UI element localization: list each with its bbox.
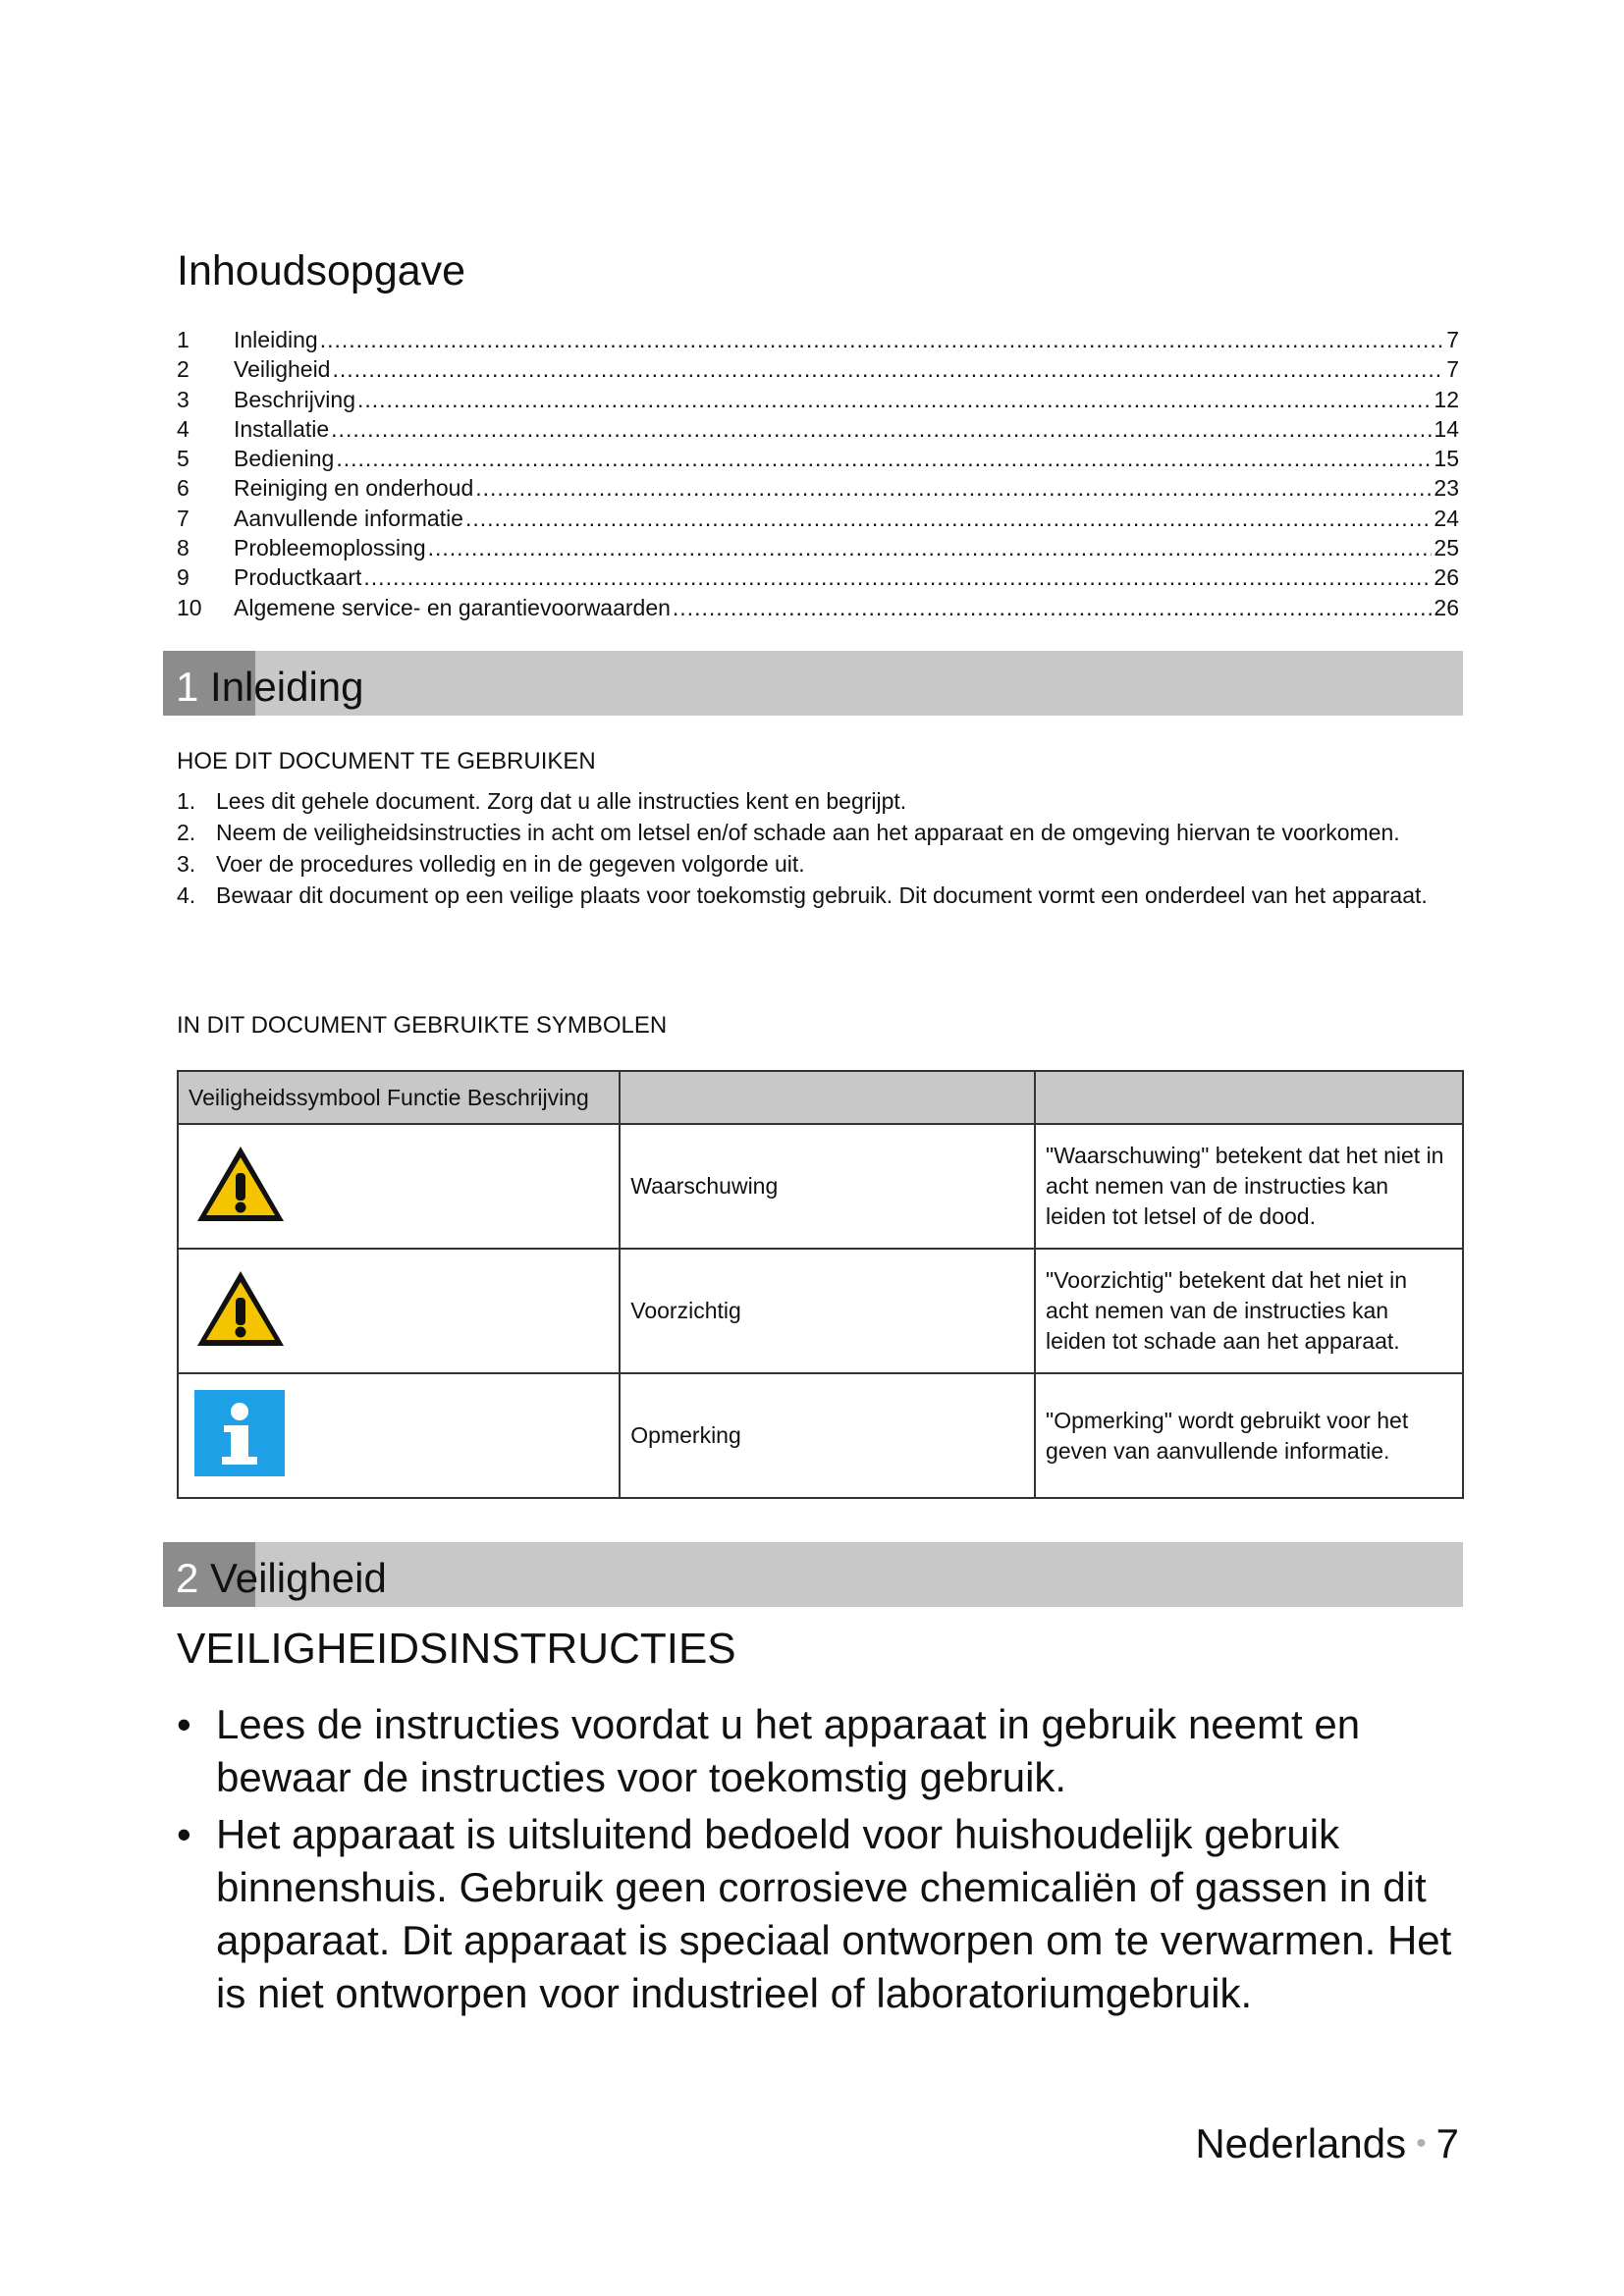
- toc-entry[interactable]: 3 Beschrijving ..... 12: [177, 387, 1459, 416]
- table-row: [178, 1373, 1463, 1498]
- symbol-function: Waarschuwing: [620, 1124, 1035, 1249]
- section-number: 2: [176, 1555, 199, 1601]
- toc-entry[interactable]: 5 Bediening ..... 15: [177, 446, 1459, 475]
- section-title: Inleiding: [210, 664, 364, 710]
- list-item: 1. Lees dit gehele document. Zorg dat u alle instructies kent en begrijpt.: [177, 788, 907, 814]
- footer-separator: •: [1416, 2127, 1427, 2160]
- symbol-function: Opmerking: [620, 1373, 1035, 1498]
- toc-entry[interactable]: 2 Veiligheid ..... 7: [177, 356, 1459, 386]
- list-item: • Het apparaat is uitsluitend bedoeld voor huishoudelijk gebruik binnenshuis. Gebruik geen corrosieve chemicaliën of gassen in dit apparaat. Dit apparaat is speciaal ontworpen om te verwarmen. Het is niet ontworpen voor industrieel of laboratoriumgebruik.: [177, 1811, 1452, 2016]
- list-item: 4. Bewaar dit document op een veilige plaats voor toekomstig gebruik. Dit document vormt een onderdeel van het apparaat.: [177, 882, 1428, 908]
- section-number: 1: [176, 664, 199, 710]
- toc-entry[interactable]: 8 Probleemoplossing ..... 25: [177, 535, 1459, 564]
- toc-entry[interactable]: 6 Reiniging en onderhoud ..... 23: [177, 475, 1459, 505]
- page-footer: [1195, 2120, 1459, 2167]
- usage-heading: HOE DIT DOCUMENT TE GEBRUIKEN: [177, 748, 596, 774]
- section-banner-veiligheid: [163, 1542, 1463, 1607]
- table-of-contents: [177, 327, 1459, 624]
- symbols-table: [177, 1070, 1464, 1499]
- toc-entry[interactable]: 4 Installatie ..... 14: [177, 416, 1459, 446]
- toc-entry[interactable]: 7 Aanvullende informatie ..... 24: [177, 506, 1459, 535]
- info-icon: [194, 1390, 285, 1476]
- toc-entry[interactable]: 9 Productkaart ..... 26: [177, 564, 1459, 594]
- symbol-description: "Voorzichtig" betekent dat het niet in acht nemen van de instructies kan leiden tot schade aan het apparaat.: [1035, 1249, 1463, 1373]
- section-title: Veiligheid: [210, 1555, 387, 1601]
- symbol-function: Voorzichtig: [620, 1249, 1035, 1373]
- safety-bullets: [177, 1698, 1463, 2024]
- table-row: [178, 1249, 1463, 1373]
- caution-triangle-icon: [194, 1268, 287, 1349]
- table-row: [178, 1124, 1463, 1249]
- toc-title: Inhoudsopgave: [177, 247, 466, 294]
- symbol-description: "Waarschuwing" betekent dat het niet in acht nemen van de instructies kan leiden tot letsel of de dood.: [1035, 1124, 1463, 1249]
- section-banner-inleiding: [163, 651, 1463, 716]
- list-item: • Lees de instructies voordat u het apparaat in gebruik neemt en bewaar de instructies voor toekomstig gebruik.: [177, 1701, 1361, 1800]
- table-header-row: [178, 1071, 1463, 1124]
- table-header-cell: Veiligheidssymbool Functie Beschrijving: [178, 1071, 620, 1124]
- page-number: 7: [1435, 2120, 1459, 2166]
- list-item: 2. Neem de veiligheidsinstructies in acht om letsel en/of schade aan het apparaat en de omgeving hiervan te voorkomen.: [177, 820, 1400, 845]
- toc-entry[interactable]: 10 Algemene service- en garantievoorwaarden ..... 26: [177, 595, 1459, 624]
- safety-instructions-heading: VEILIGHEIDSINSTRUCTIES: [177, 1625, 736, 1673]
- toc-entry[interactable]: 1 Inleiding ..... 7: [177, 327, 1459, 356]
- warning-triangle-icon: [194, 1144, 287, 1224]
- usage-list: [177, 786, 1443, 912]
- symbol-description: "Opmerking" wordt gebruikt voor het geven van aanvullende informatie.: [1035, 1373, 1463, 1498]
- symbols-heading: IN DIT DOCUMENT GEBRUIKTE SYMBOLEN: [177, 1012, 668, 1039]
- footer-language: Nederlands: [1195, 2120, 1407, 2166]
- list-item: 3. Voer de procedures volledig en in de gegeven volgorde uit.: [177, 851, 805, 877]
